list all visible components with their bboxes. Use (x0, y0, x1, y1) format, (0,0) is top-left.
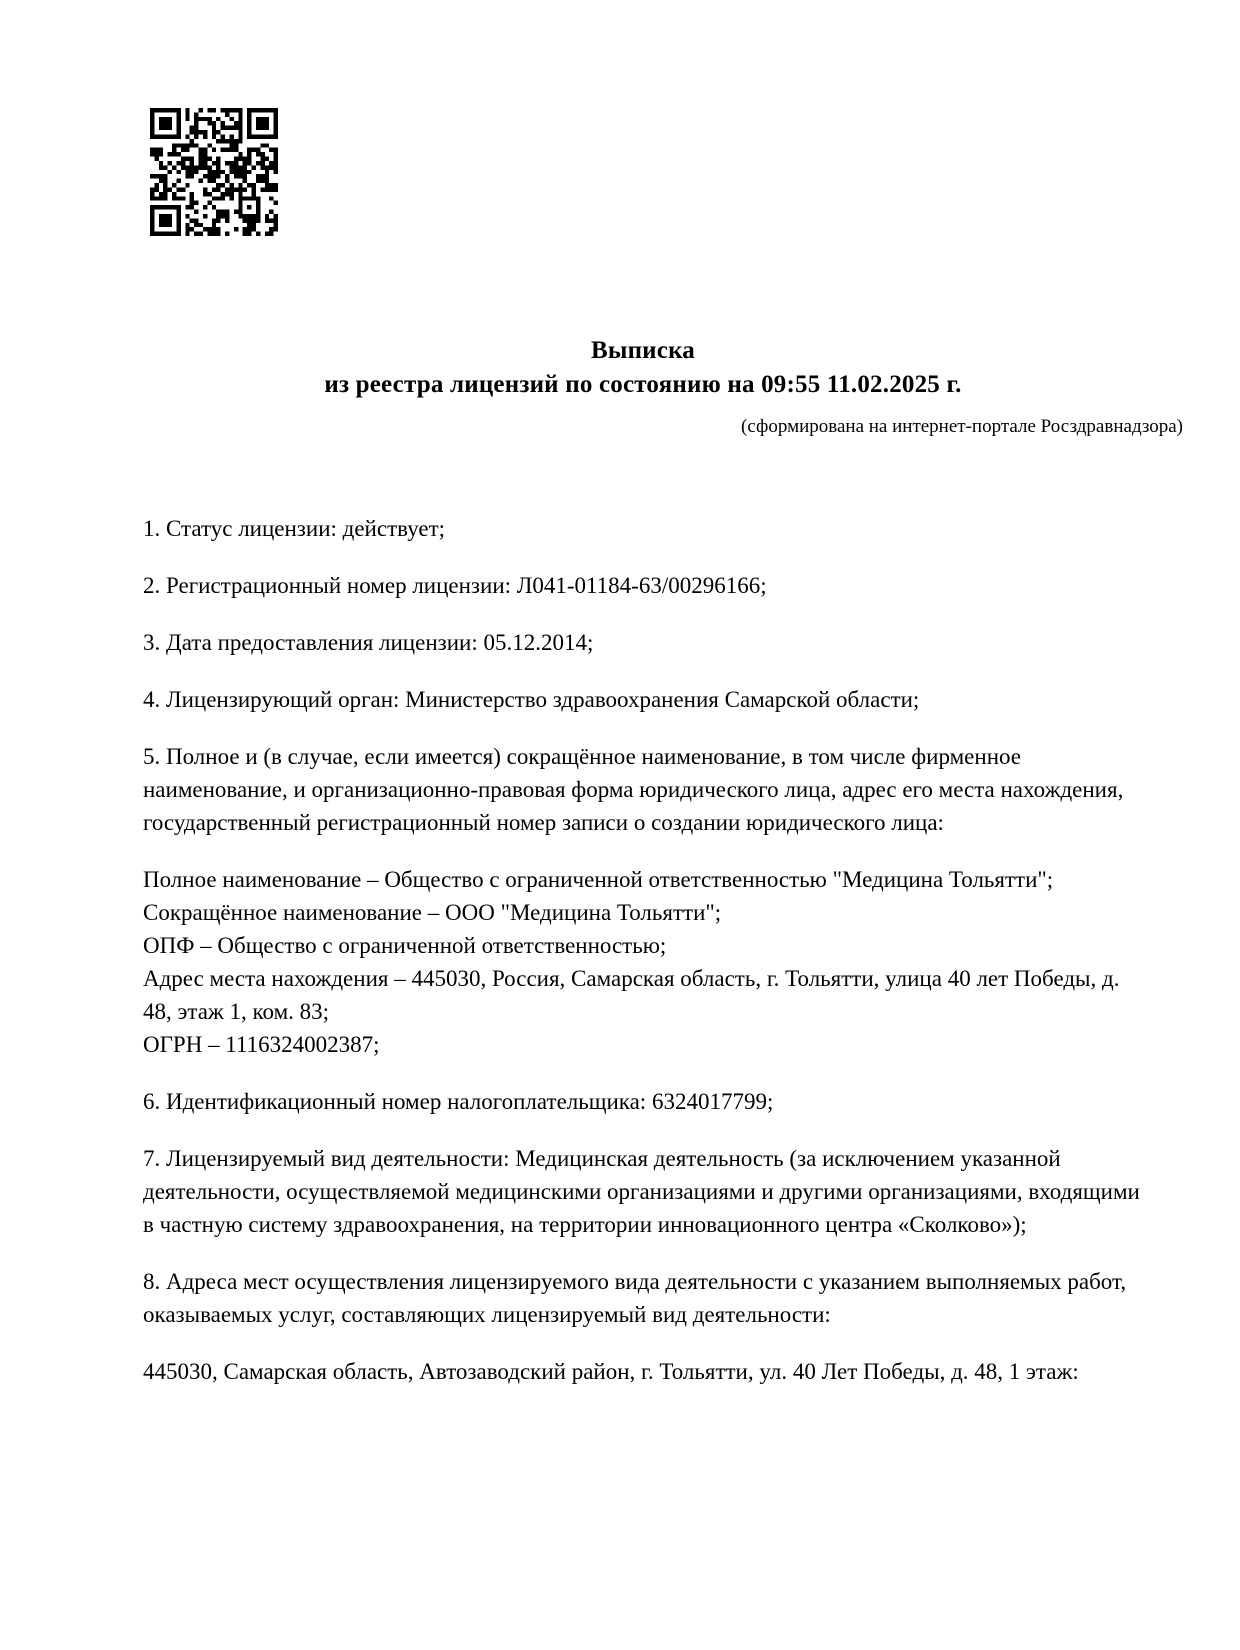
text-line: 5. Полное и (в случае, если имеется) сокращённое наименование, в том числе фирменное наименование, и организационно-правовая форма юридического лица, адрес его места нахождения, государственный регистрационный номер записи о создании юридического лица: (143, 744, 1124, 835)
text-line: ОГРН – 1116324002387; (143, 1032, 380, 1057)
paragraph-block (143, 1265, 1143, 1331)
paragraph-block (143, 1085, 1143, 1118)
text-line: 8. Адреса мест осуществления лицензируемого вида деятельности с указанием выполняемых работ, оказываемых услуг, составляющих лицензируемый вид деятельности: (143, 1269, 1127, 1327)
document-body (143, 512, 1143, 1412)
paragraph-block (143, 512, 1143, 545)
text-line: Адрес места нахождения – 445030, Россия, Самарская область, г. Тольятти, улица 40 лет Победы, д. 48, этаж 1, ком. 83; (143, 966, 1120, 1024)
paragraph-block (143, 1355, 1143, 1388)
text-line: 7. Лицензируемый вид деятельности: Медицинская деятельность (за исключением указанной деятельности, осуществляемой медицинскими организациями и другими организациями, входящими в частную систему здравоохранения, на территории инновационного центра «Сколково»); (143, 1146, 1140, 1237)
title-line-2: из реестра лицензий по состоянию на 09:55 11.02.2025 г. (324, 371, 962, 398)
text-line: 1. Статус лицензии: действует; (143, 516, 446, 541)
text-line: 445030, Самарская область, Автозаводский район, г. Тольятти, ул. 40 Лет Победы, д. 48, 1 этаж: (143, 1359, 1079, 1384)
text-line: 6. Идентификационный номер налогоплательщика: 6324017799; (143, 1089, 774, 1114)
qr-code-icon (150, 108, 278, 236)
title-line-1: Выписка (590, 337, 696, 364)
paragraph-block (143, 863, 1143, 1061)
text-line: 2. Регистрационный номер лицензии: Л041-01184-63/00296166; (143, 573, 767, 598)
text-line: 3. Дата предоставления лицензии: 05.12.2014; (143, 630, 594, 655)
text-line: Сокращённое наименование – ООО "Медицина Тольятти"; (143, 900, 722, 925)
paragraph-block (143, 1142, 1143, 1241)
document-title (143, 334, 1143, 402)
paragraph-block (143, 626, 1143, 659)
paragraph-block (143, 740, 1143, 839)
formation-note: (сформирована на интернет-портале Росздравнадзора) (741, 416, 1183, 437)
text-line: ОПФ – Общество с ограниченной ответственностью; (143, 933, 667, 958)
paragraph-block (143, 569, 1143, 602)
paragraph-block (143, 683, 1143, 716)
text-line: Полное наименование – Общество с ограниченной ответственностью "Медицина Тольятти"; (143, 867, 1054, 892)
text-line: 4. Лицензирующий орган: Министерство здравоохранения Самарской области; (143, 687, 920, 712)
